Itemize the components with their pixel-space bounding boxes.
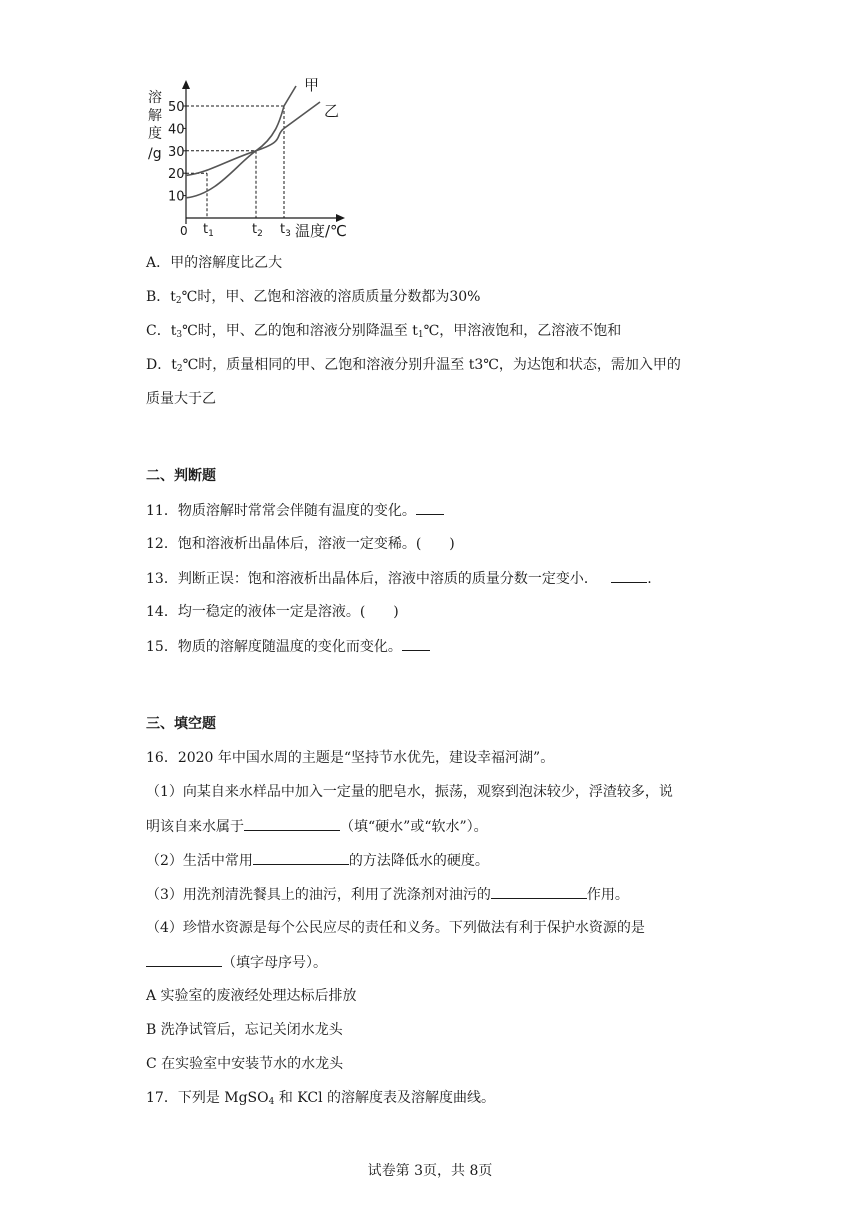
origin-label: 0 [180, 224, 188, 238]
y-axis-label [148, 89, 162, 162]
question-16-part1-cont: 明该自来水属于 （填“硬水”或“软水”）。 [146, 816, 488, 837]
q10-option-b: B．$t_2℃$时，甲、乙饱和溶液的溶质质量分数都为30% [146, 289, 481, 306]
answer-blank [402, 636, 430, 651]
question-16: 16．2020 年中国水周的主题是“坚持节水优先，建设幸福河湖”。 [146, 750, 555, 766]
q10-option-d-line2: 质量大于乙 [146, 391, 216, 407]
page-footer: 试卷第 3页，共 8页 [367, 1163, 493, 1179]
y-tick-label: 20 [168, 167, 185, 183]
x-axis-arrow-icon [336, 214, 345, 222]
answer-blank [253, 850, 349, 865]
x-tick-label: $t_2$ [252, 222, 263, 239]
curve-jia [186, 86, 296, 198]
y-label-char-4: /g [148, 146, 162, 162]
question-16-part2: （2）生活中常用 的方法降低水的硬度。 [146, 850, 489, 871]
q10-option-c: C．$t_3℃$时，甲、乙的饱和溶液分别降温至 $t_1℃$，甲溶液饱和，乙溶液不饱和 [146, 323, 622, 340]
x-tick-label: $t_3$ [280, 222, 291, 239]
y-axis-arrow-icon [182, 80, 190, 89]
question-16-part1: （1）向某自来水样品中加入一定量的肥皂水，振荡，观察到泡沫较少，浮渣较多，说 [146, 784, 673, 800]
question-16-part4-cont: （填字母序号）。 [146, 952, 327, 973]
option-a: A 实验室的废液经处理达标后排放 [146, 988, 357, 1004]
y-tick-label: 10 [168, 189, 185, 205]
y-tick-label: 30 [168, 144, 185, 160]
answer-blank [146, 952, 222, 967]
question-12: 12．饱和溶液析出晶体后，溶液一定变稀。( ) [146, 536, 455, 552]
question-13: 13．判断正误：饱和溶液析出晶体后，溶液中溶质的质量分数一定变小． . [146, 568, 652, 589]
option-b: B 洗净试管后，忘记关闭水龙头 [146, 1022, 343, 1038]
question-14: 14．均一稳定的液体一定是溶液。( ) [146, 604, 399, 620]
question-16-part4: （4）珍惜水资源是每个公民应尽的责任和义务。下列做法有利于保护水资源的是 [146, 920, 645, 936]
section-title-fill-in: 三、填空题 [146, 716, 216, 732]
curve-yi [186, 102, 320, 175]
q10-option-d: D．$t_2℃$时，质量相同的甲、乙饱和溶液分别升温至 t3℃，为达饱和状态，需加入甲的 [146, 357, 681, 374]
y-tick-label: 50 [168, 100, 185, 115]
question-17: 17．下列是 MgSO$_4$ 和 KCl 的溶解度表及溶解度曲线。 [146, 1090, 495, 1107]
series-label-yi: 乙 [324, 102, 340, 120]
y-label-char-1: 溶 [148, 90, 162, 106]
answer-blank [611, 568, 647, 583]
series-label-jia: 甲 [304, 76, 320, 94]
answer-blank [491, 884, 587, 899]
answer-blank [416, 500, 444, 515]
question-11: 11．物质溶解时常常会伴随有温度的变化。 [146, 500, 444, 521]
x-tick-label: $t_1$ [203, 222, 214, 239]
section-title-judgement: 二、判断题 [146, 468, 216, 484]
q10-option-a: A．甲的溶解度比乙大 [146, 255, 283, 271]
y-tick-label: 40 [168, 122, 185, 138]
question-15: 15．物质的溶解度随温度的变化而变化。 [146, 636, 430, 657]
solubility-chart [138, 72, 358, 242]
y-label-char-3: 度 [148, 126, 162, 142]
option-c: C 在实验室中安装节水的水龙头 [146, 1056, 344, 1072]
x-axis-label: 温度/℃ [295, 222, 347, 240]
question-16-part3: （3）用洗剂清洗餐具上的油污，利用了洗涤剂对油污的 作用。 [146, 884, 629, 905]
y-label-char-2: 解 [148, 108, 162, 124]
answer-blank [244, 816, 340, 831]
